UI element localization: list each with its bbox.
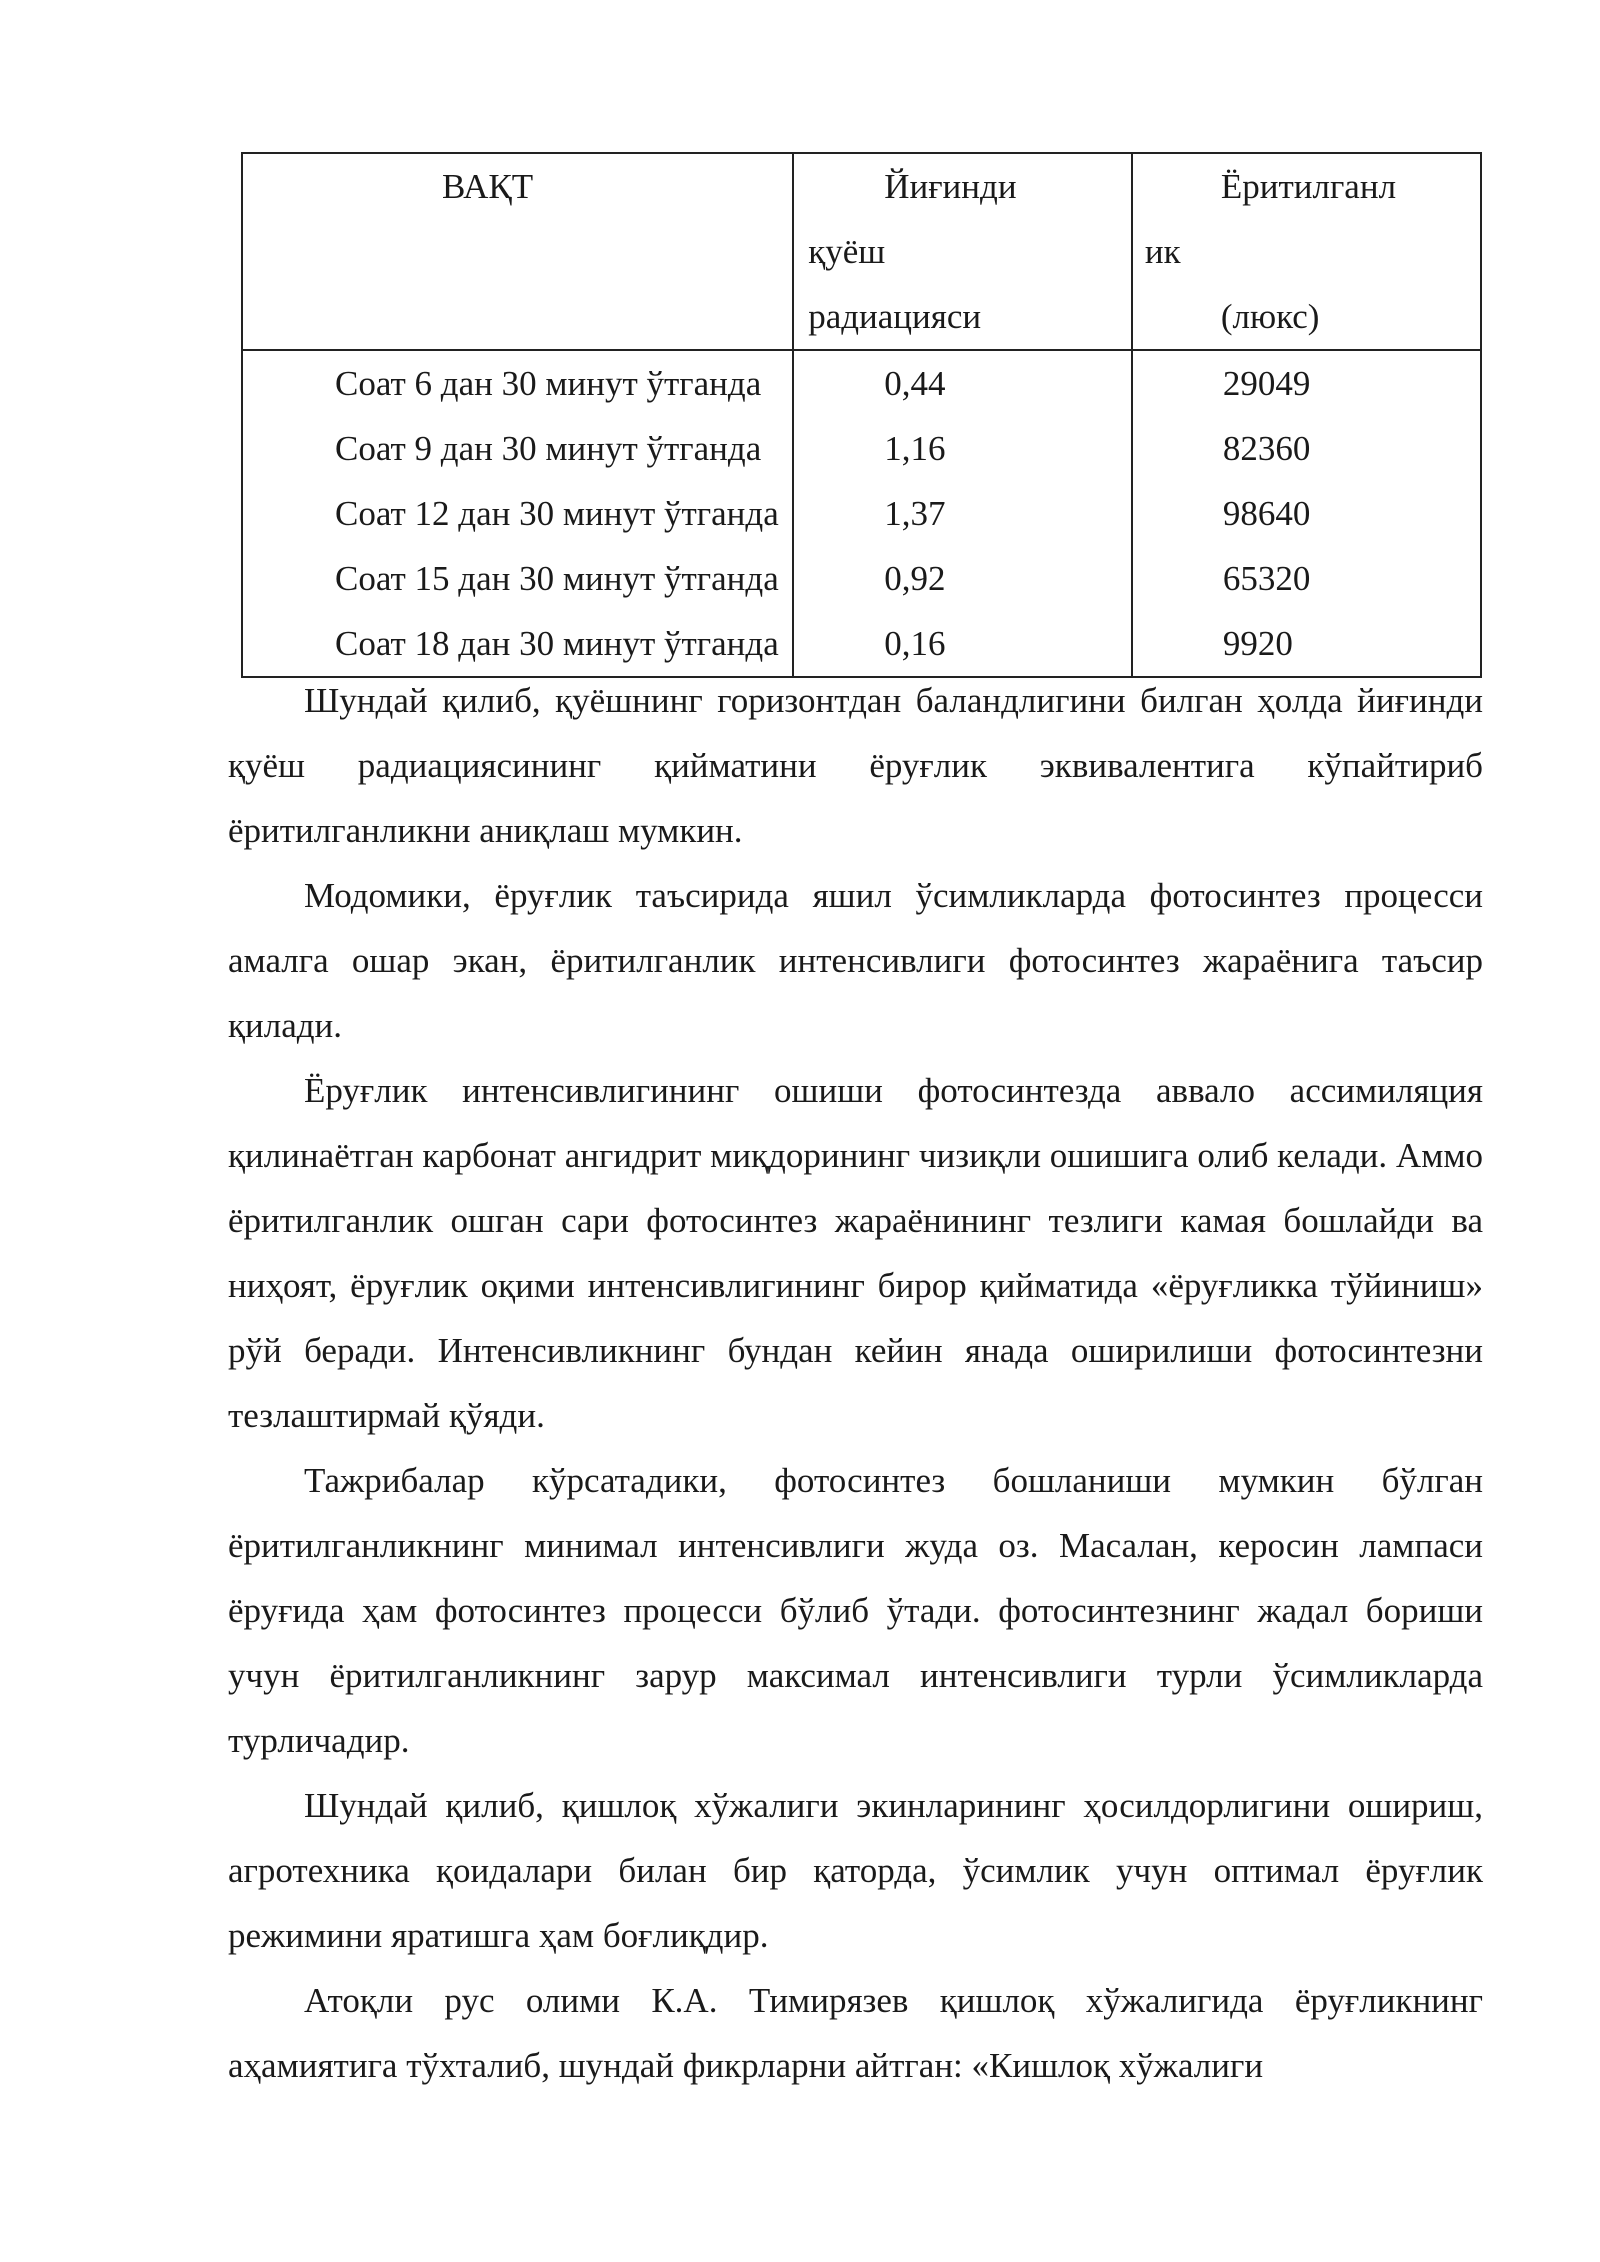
cell-radiation: 1,16 xyxy=(793,416,1132,481)
header-radiation-line: радиацияси xyxy=(808,297,982,336)
header-radiation xyxy=(793,153,1132,350)
header-lux xyxy=(1132,153,1481,350)
cell-radiation: 1,37 xyxy=(793,481,1132,546)
paragraph: Атоқли рус олими К.А. Тимирязев қишлоқ хўжалигида ёруғликнинг аҳамиятига тўхталиб, шундай фикрларни айтган: «Кишлоқ хўжалиги xyxy=(228,1981,1483,2085)
table-row xyxy=(242,481,1481,546)
header-radiation-line: Йиғинди xyxy=(884,167,1017,206)
cell-time: Соат 15 дан 30 минут ўтганда xyxy=(242,546,793,611)
header-radiation-line: қуёш xyxy=(808,232,886,271)
paragraph: Тажрибалар кўрсатадики, фотосинтез бошланиши мумкин бўлган ёритилганликнинг минимал интенсивлиги жуда оз. Масалан, керосин лампаси ёруғида ҳам фотосинтез процесси бўлиб ўтади. фотосинтезнинг жадал бориши учун ёритилганликнинг зарур максимал интенсивлиги турли ўсимликларда турличадир. xyxy=(228,1461,1483,1760)
cell-time: Соат 6 дан 30 минут ўтганда xyxy=(242,350,793,416)
paragraph: Шундай қилиб, қишлоқ хўжалиги экинларининг ҳосилдорлигини ошириш, агротехника қоидалари билан бир қаторда, ўсимлик учун оптимал ёруғлик режимини яратишга ҳам боғлиқдир. xyxy=(228,1786,1483,1955)
radiation-table xyxy=(241,152,1482,678)
header-lux-line: Ёритилганл xyxy=(1220,167,1397,206)
cell-radiation: 0,92 xyxy=(793,546,1132,611)
table-header-row xyxy=(242,153,1481,350)
cell-lux: 98640 xyxy=(1132,481,1481,546)
header-lux-line: ик xyxy=(1144,232,1181,271)
cell-radiation: 0,16 xyxy=(793,611,1132,677)
paragraph: Шундай қилиб, қуёшнинг горизонтдан баландлигини билган ҳолда йиғинди қуёш радиациясининг қийматини ёруғлик эквивалентига кўпайтириб ёритилганликни аниқлаш мумкин. xyxy=(228,681,1483,850)
cell-time: Соат 18 дан 30 минут ўтганда xyxy=(242,611,793,677)
paragraph: Ёруғлик интенсивлигининг ошиши фотосинтезда аввало ассимиляция қилинаётган карбонат ангидрит миқдорининг чизиқли ошишига олиб келади. Аммо ёритилганлик ошган сари фотосинтез жараёнининг тезлиги камая бошлайди ва ниҳоят, ёруғлик оқими интенсивлигининг бирор қийматида «ёруғликка тўйиниш» рўй беради. Интенсивликнинг бундан кейин янада оширилиши фотосинтезни тезлаштирмай қўяди. xyxy=(228,1071,1483,1435)
cell-lux: 9920 xyxy=(1132,611,1481,677)
table-row xyxy=(242,416,1481,481)
cell-time: Соат 9 дан 30 минут ўтганда xyxy=(242,416,793,481)
cell-radiation: 0,44 xyxy=(793,350,1132,416)
header-lux-line: (люкс) xyxy=(1220,297,1320,336)
cell-lux: 82360 xyxy=(1132,416,1481,481)
paragraph: Модомики, ёруғлик таъсирида яшил ўсимликларда фотосинтез процесси амалга ошар экан, ёритилганлик интенсивлиги фотосинтез жараёнига таъсир қилади. xyxy=(228,876,1483,1045)
cell-time: Соат 12 дан 30 минут ўтганда xyxy=(242,481,793,546)
body-text xyxy=(228,668,1483,2098)
table-row xyxy=(242,350,1481,416)
cell-lux: 65320 xyxy=(1132,546,1481,611)
table-row xyxy=(242,546,1481,611)
cell-lux: 29049 xyxy=(1132,350,1481,416)
header-time-label: ВАҚТ xyxy=(442,167,534,206)
header-time xyxy=(242,153,793,350)
